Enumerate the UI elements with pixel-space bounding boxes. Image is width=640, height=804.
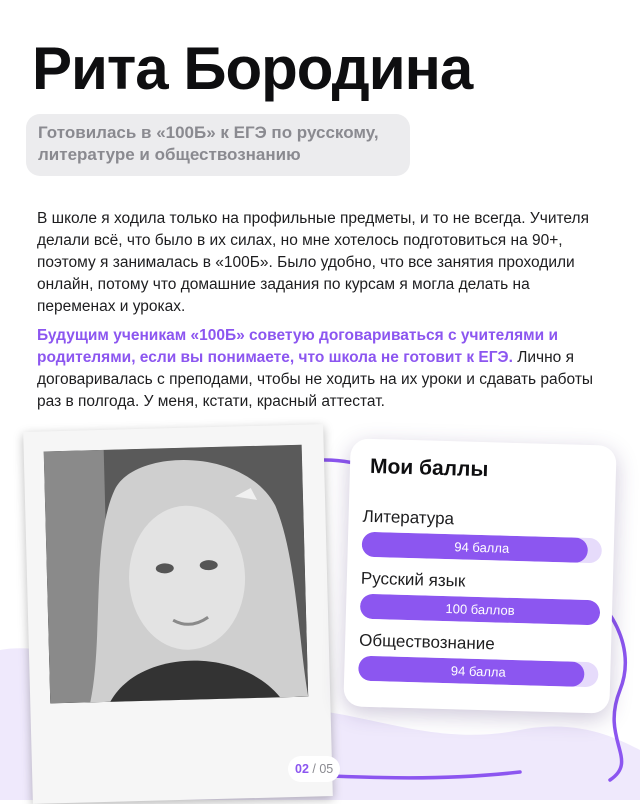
subtitle-badge: Готовилась в «100Б» к ЕГЭ по русскому, литературе и обществознанию (26, 114, 410, 176)
score-value: 100 баллов (445, 601, 515, 618)
portrait-photo (44, 445, 309, 704)
score-value: 94 балла (450, 663, 506, 680)
score-social-studies (358, 631, 599, 688)
score-bar (358, 656, 599, 688)
score-literature (361, 507, 602, 564)
score-subject: Обществознание (358, 630, 495, 654)
score-bar (361, 532, 602, 564)
page-indicator (288, 756, 340, 782)
advice-paragraph (37, 325, 612, 413)
story-paragraph: В школе я ходила только на профильные предметы, и то не всегда. Учителя делали всё, что было в их силах, но мне хотелось подготовиться на 90+, поэтому я занималась в «100Б». Было удобно, что все занятия проходили онлайн, потому что домашние задания по курсам я могла делать на переменах и уроках. (37, 210, 589, 315)
scores-card (343, 438, 616, 713)
page-current: 02 (295, 762, 309, 776)
page-total: 05 (319, 762, 334, 776)
page-title: Рита Бородина (32, 35, 473, 102)
score-bar (360, 594, 601, 626)
scores-title: Мои баллы (369, 454, 489, 482)
photo-frame (23, 424, 333, 804)
score-subject: Русский язык (360, 568, 466, 591)
advice-highlight: Будущим ученикам «100Б» советую договариваться с учителями и родителями, если вы понимаете, что школа не готовит к ЕГЭ. (37, 327, 559, 366)
page-separator: / (308, 762, 320, 776)
advice-rest: Лично я договаривалась с преподами, чтобы не ходить на их уроки и сдавать работы раз в полгода. У меня, кстати, красный аттестат. (37, 349, 594, 410)
score-subject: Литература (362, 506, 455, 529)
score-russian (360, 569, 601, 626)
score-value: 94 балла (454, 539, 510, 556)
